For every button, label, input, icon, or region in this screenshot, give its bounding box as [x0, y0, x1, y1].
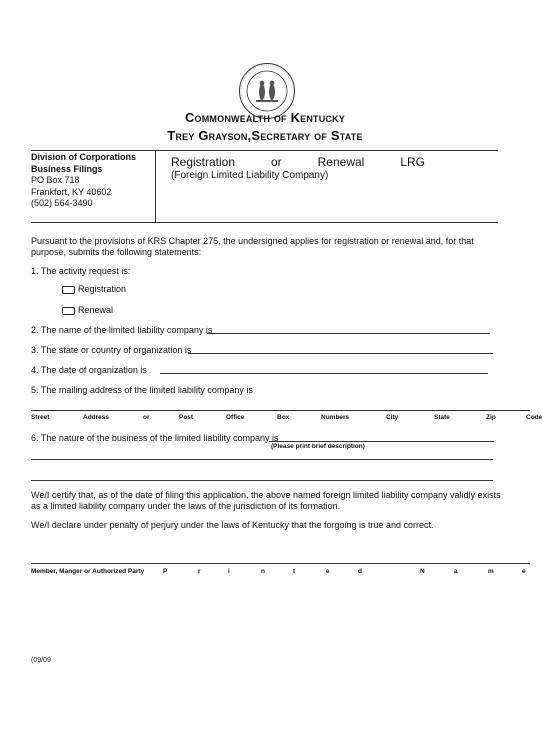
header-top-rule [31, 150, 498, 151]
printed-letter: P [163, 568, 168, 575]
mailing-address-field[interactable] [31, 410, 530, 411]
declare-text: We/I declare under penalty of perjury under the laws of Kentucky that the forgoing is true and correct. [31, 520, 434, 530]
registration-checkbox[interactable] [62, 286, 75, 294]
addr-label-office: Office [226, 414, 245, 421]
q2-label: 2. The name of the limited liability company is [31, 325, 213, 335]
printed-letter: m [488, 568, 494, 575]
printed-letter: t [293, 568, 296, 575]
renewal-checkbox[interactable] [62, 307, 75, 315]
addr-label-zip: Zip [486, 414, 496, 421]
business-nature-line3[interactable] [31, 480, 493, 481]
renewal-label: Renewal [78, 305, 114, 315]
addr-label-state: State [434, 414, 450, 421]
form-subtitle: (Foreign Limited Liability Company) [171, 170, 329, 181]
division-name: Division of Corporations [31, 152, 137, 162]
q6-label: 6. The nature of the business of the limited liability company is [31, 433, 279, 443]
q6-hint: (Please print brief description) [271, 443, 365, 450]
addr-label-address: Address [83, 414, 110, 421]
printed-letter: a [454, 568, 458, 575]
po-box: PO Box 718 [31, 175, 80, 185]
q5-label: 5. The mailing address of the limited liability company is [31, 385, 253, 395]
unit-name: Business Filings [31, 163, 103, 174]
certify-text: We/I certify that, as of the date of filing this application, the above named foreign limited liability company validly exists as a limited liability company under the laws of the jurisdiction of its formation. [31, 490, 501, 511]
printed-letter: d [358, 568, 362, 575]
q3-label: 3. The state or country of organization is [31, 345, 192, 355]
printed-letter: r [198, 568, 201, 575]
intro-text: Pursuant to the provisions of KRS Chapter 275, the undersigned applies for registration or renewal and, for that purpose, submits the following statements: [31, 236, 474, 257]
secretary-title: Trey Grayson,Secretary of State [167, 128, 363, 143]
printed-letter: N [420, 568, 425, 575]
printed-letter: e [522, 568, 526, 575]
header-divider [155, 150, 156, 222]
q1-label: 1. The activity request is: [31, 266, 131, 276]
form-registration: Registration [171, 155, 236, 169]
registration-label: Registration [78, 284, 127, 294]
revision-date: (09/09 [31, 657, 51, 664]
phone: (502) 564-3490 [31, 198, 93, 208]
form-renewal: Renewal [317, 155, 365, 169]
signature-line[interactable] [31, 563, 530, 564]
form-heading [171, 155, 431, 169]
addr-label-or: or [143, 414, 150, 421]
q4-label: 4. The date of organization is [31, 365, 147, 375]
addr-label-numbers: Numbers [321, 414, 350, 421]
option-registration[interactable] [62, 284, 126, 295]
header-bottom-rule [31, 222, 498, 223]
signature-party-label: Member, Manger or Authorized Party [31, 568, 145, 575]
city-state: Frankfort, KY 40602 [31, 186, 112, 197]
addr-label-city: City [386, 414, 399, 421]
addr-label-post: Post [179, 414, 194, 421]
addr-label-code: Code [526, 414, 542, 421]
business-nature-line2[interactable] [31, 459, 493, 460]
addr-label-box: Box [277, 414, 290, 421]
form-or: or [271, 155, 282, 169]
form-code: LRG [400, 155, 425, 169]
state-country-field[interactable] [188, 344, 493, 354]
printed-letter: n [261, 568, 265, 575]
printed-letter: i [228, 568, 230, 575]
page-title: Commonwealth of Kentucky [184, 110, 346, 125]
business-nature-field[interactable] [269, 432, 494, 442]
option-renewal[interactable] [62, 305, 113, 316]
llc-name-field[interactable] [207, 324, 490, 334]
addr-label-street: Street [31, 414, 50, 421]
office-address [31, 152, 136, 210]
printed-letter: e [326, 568, 330, 575]
organization-date-field[interactable] [160, 364, 488, 374]
